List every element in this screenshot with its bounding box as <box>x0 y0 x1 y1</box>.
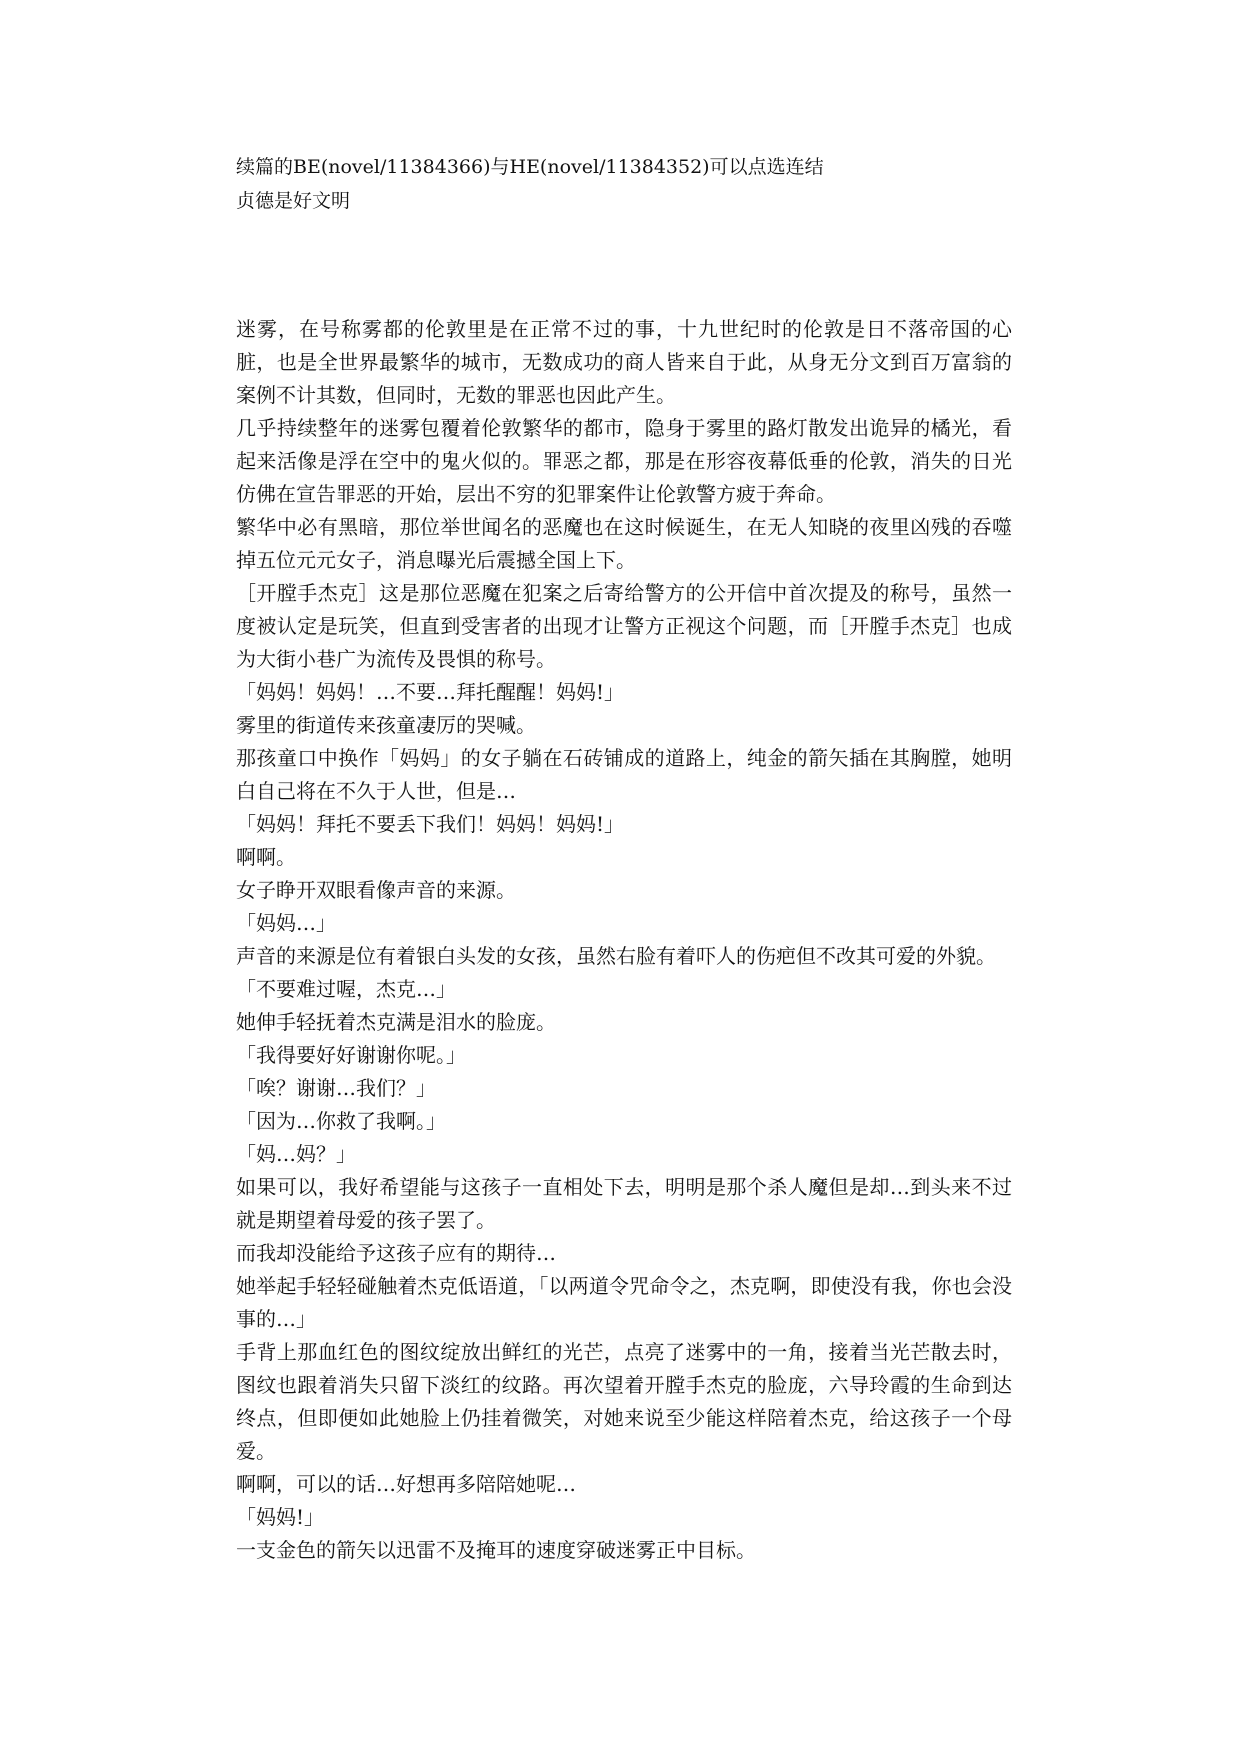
paragraph: 那孩童口中换作「妈妈」的女子躺在石砖铺成的道路上，纯金的箭矢插在其胸膛，她明白自己将在不久于人世，但是… <box>236 746 1012 803</box>
paragraph: 她举起手轻轻碰触着杰克低语道，「以两道令咒命令之，杰克啊，即使没有我，你也会没事的…」 <box>236 1274 1012 1331</box>
dialogue-line: 「妈…妈？」 <box>236 1142 356 1166</box>
paragraph: 啊啊，可以的话…好想再多陪陪她呢… <box>236 1472 576 1496</box>
dialogue-line: 「因为…你救了我啊。」 <box>236 1109 446 1133</box>
dialogue-line: 「妈妈！拜托不要丢下我们！妈妈！妈妈!」 <box>236 812 625 836</box>
dialogue-line: 「妈妈…」 <box>236 911 336 935</box>
paragraph: 一支金色的箭矢以迅雷不及掩耳的速度穿破迷雾正中目标。 <box>236 1538 756 1562</box>
dialogue-line: 「不要难过喔，杰克…」 <box>236 977 456 1001</box>
paragraph: 迷雾，在号称雾都的伦敦里是在正常不过的事，十九世纪时的伦敦是日不落帝国的心脏，也是全世界最繁华的城市，无数成功的商人皆来自于此，从身无分文到百万富翁的案例不计其数，但同时，无数的罪恶也因此产生。 <box>236 317 1012 407</box>
paragraph: 而我却没能给予这孩子应有的期待… <box>236 1241 556 1265</box>
sequel-links-note: 续篇的BE(novel/11384366)与HE(novel/11384352)可以点选连结 <box>236 156 824 178</box>
paragraph: ［开膛手杰克］这是那位恶魔在犯案之后寄给警方的公开信中首次提及的称号，虽然一度被认定是玩笑，但直到受害者的出现才让警方正视这个问题，而［开膛手杰克］也成为大街小巷广为流传及畏惧的称号。 <box>236 581 1012 671</box>
author-note: 贞德是好文明 <box>236 190 351 212</box>
paragraph: 繁华中必有黑暗，那位举世闻名的恶魔也在这时候诞生，在无人知晓的夜里凶残的吞噬掉五位元元女子，消息曝光后震撼全国上下。 <box>236 515 1012 572</box>
story-body <box>236 313 1012 1567</box>
paragraph: 手背上那血红色的图纹绽放出鲜红的光芒，点亮了迷雾中的一角，接着当光芒散去时，图纹也跟着消失只留下淡红的纹路。再次望着开膛手杰克的脸庞，六导玲霞的生命到达终点，但即便如此她脸上仍挂着微笑，对她来说至少能这样陪着杰克，给这孩子一个母爱。 <box>236 1340 1012 1463</box>
paragraph: 女子睁开双眼看像声音的来源。 <box>236 878 516 902</box>
dialogue-line: 「我得要好好谢谢你呢。」 <box>236 1043 466 1067</box>
paragraph: 声音的来源是位有着银白头发的女孩，虽然右脸有着吓人的伤疤但不改其可爱的外貌。 <box>236 944 996 968</box>
paragraph: 啊啊。 <box>236 845 296 869</box>
paragraph: 如果可以，我好希望能与这孩子一直相处下去，明明是那个杀人魔但是却…到头来不过就是期望着母爱的孩子罢了。 <box>236 1175 1012 1232</box>
dialogue-line: 「妈妈!」 <box>236 1505 325 1529</box>
dialogue-line: 「妈妈！妈妈！…不要…拜托醒醒！妈妈!」 <box>236 680 625 704</box>
dialogue-line: 「唉？谢谢…我们？」 <box>236 1076 436 1100</box>
document-header <box>236 150 1036 218</box>
paragraph: 她伸手轻抚着杰克满是泪水的脸庞。 <box>236 1010 556 1034</box>
paragraph: 几乎持续整年的迷雾包覆着伦敦繁华的都市，隐身于雾里的路灯散发出诡异的橘光，看起来活像是浮在空中的鬼火似的。罪恶之都，那是在形容夜幕低垂的伦敦，消失的日光仿佛在宣告罪恶的开始，层出不穷的犯罪案件让伦敦警方疲于奔命。 <box>236 416 1012 506</box>
paragraph: 雾里的街道传来孩童凄厉的哭喊。 <box>236 713 536 737</box>
